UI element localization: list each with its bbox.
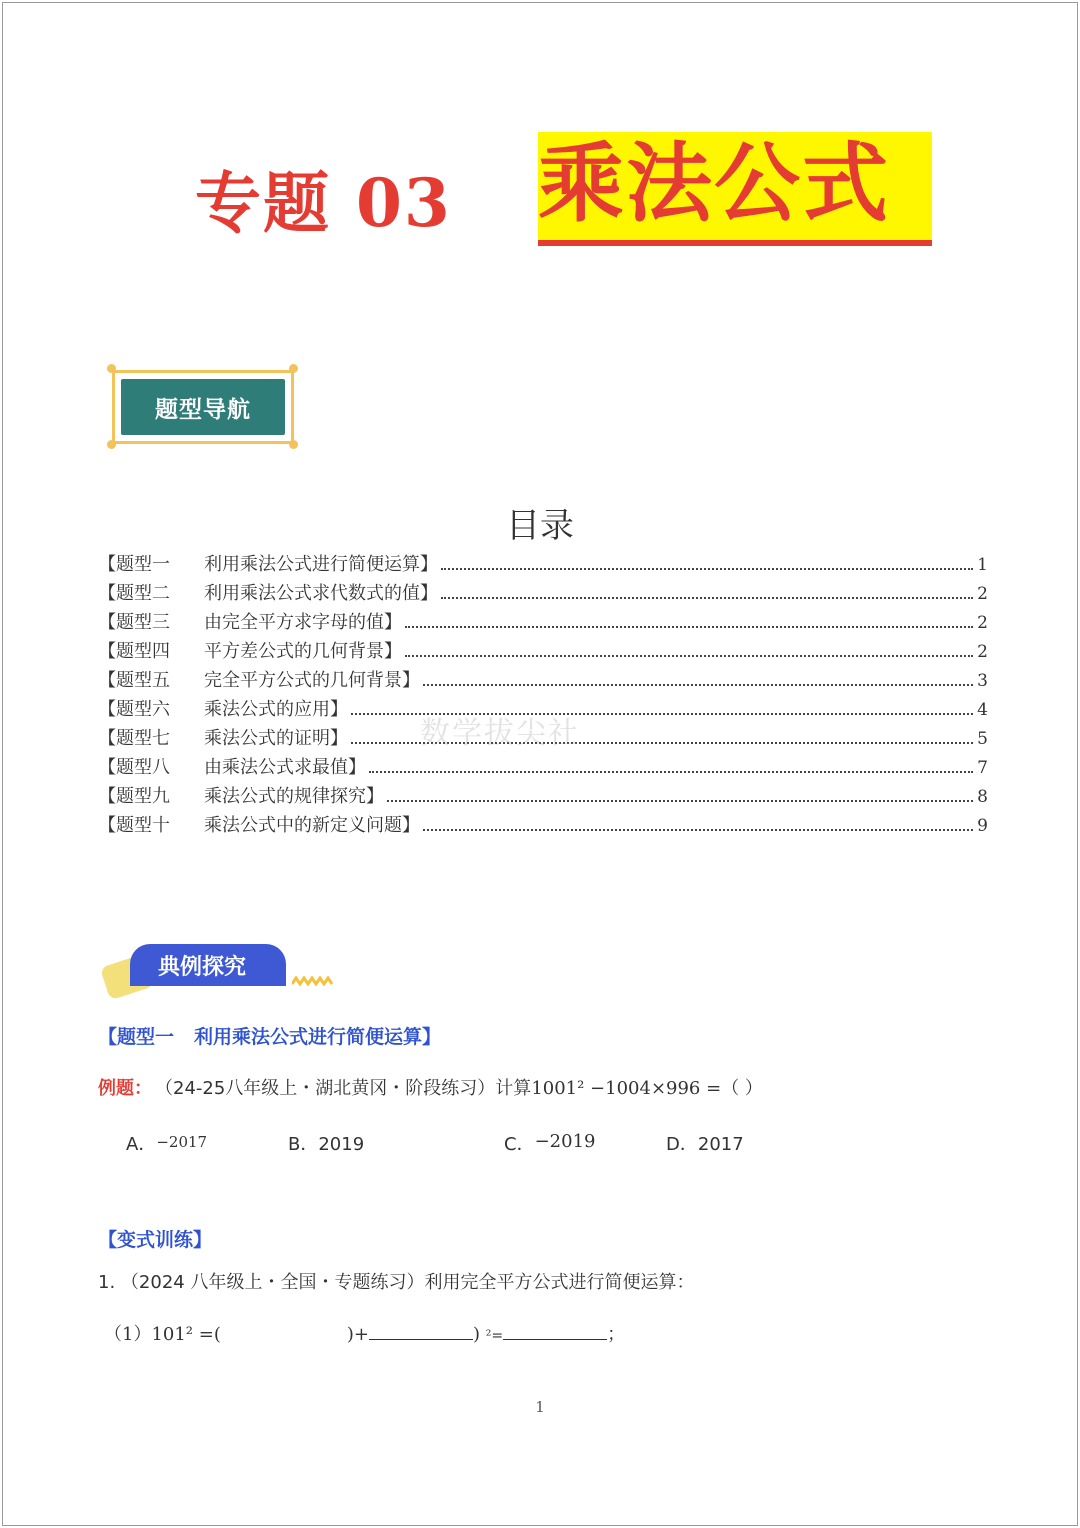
zigzag-decoration-icon [292, 976, 334, 986]
section-heading [98, 1022, 441, 1049]
choice-d [666, 1130, 744, 1156]
toc-leader [387, 786, 973, 802]
toc-title: 目录 [506, 506, 574, 546]
topic-number: 专题 03 [195, 164, 452, 242]
sub-question-1 [104, 1320, 625, 1346]
toc-item-title: 平方差公式的几何背景】 [204, 641, 402, 662]
toc-item-tag: 【题型二 [98, 583, 170, 604]
source-year: 2024 [138, 1272, 185, 1293]
choice-letter: A． [126, 1134, 157, 1155]
plus-sign: )+ [346, 1324, 369, 1345]
toc-leader [423, 815, 973, 831]
toc-item-title: 乘法公式的证明】 [204, 728, 348, 749]
paren-open: （ [120, 1272, 139, 1293]
section-title: 利用乘法公式进行简便运算】 [194, 1026, 442, 1048]
toc-leader [369, 757, 973, 773]
answer-blank[interactable] [369, 1321, 473, 1340]
badge-corner-dot [107, 440, 116, 449]
toc-item-page: 3 [977, 671, 988, 691]
toc-item-page: 2 [977, 642, 988, 662]
example-label: 例题： [98, 1078, 152, 1099]
toc-item-tag: 【题型八 [98, 757, 170, 778]
toc-item-page: 2 [977, 584, 988, 604]
source-year: 24-25 [173, 1078, 226, 1099]
toc-leader [405, 612, 973, 628]
table-of-contents [98, 550, 988, 840]
toc-leader [441, 583, 973, 599]
toc-item-tag: 【题型九 [98, 786, 170, 807]
toc-item-title: 由乘法公式求最值】 [204, 757, 366, 778]
semicolon: ； [607, 1324, 626, 1345]
toc-item-page: 1 [977, 555, 988, 575]
question-1 [98, 1268, 694, 1294]
choice-a [126, 1130, 207, 1156]
toc-item[interactable] [98, 637, 988, 666]
variant-heading: 【变式训练】 [98, 1229, 213, 1251]
toc-item-title: 乘法公式的应用】 [204, 699, 348, 720]
source-text: 八年级上・湖北黄冈・阶段练习）计算 [225, 1078, 532, 1099]
toc-leader [441, 554, 973, 570]
toc-item-page: 2 [977, 613, 988, 633]
toc-item-tag: 【题型七 [98, 728, 170, 749]
badge-corner-dot [289, 364, 298, 373]
example-expression: 1001² −1004×996 =（ ） [531, 1078, 763, 1099]
choice-letter: D． [666, 1134, 698, 1155]
toc-item-tag: 【题型四 [98, 641, 170, 662]
document-title: 乘法公式 [538, 133, 890, 234]
choice-letter: B． [288, 1134, 319, 1155]
toc-item-page: 7 [977, 758, 988, 778]
choice-value: −2017 [156, 1133, 208, 1151]
badge-corner-dot [289, 440, 298, 449]
choice-b [288, 1130, 364, 1156]
squared-equals: ²= [485, 1328, 504, 1344]
toc-item-page: 8 [977, 787, 988, 807]
toc-leader [423, 670, 973, 686]
toc-item-tag: 【题型三 [98, 612, 170, 633]
toc-item[interactable] [98, 811, 988, 840]
toc-item[interactable] [98, 579, 988, 608]
choice-letter: C． [504, 1134, 535, 1155]
toc-item-title: 乘法公式中的新定义问题】 [204, 815, 420, 836]
toc-item-title: 乘法公式的规律探究】 [204, 786, 384, 807]
toc-item-title: 利用乘法公式求代数式的值】 [204, 583, 438, 604]
choice-value: −2019 [534, 1131, 596, 1152]
nav-badge-label: 题型导航 [121, 379, 285, 435]
toc-item-title: 由完全平方求字母的值】 [204, 612, 402, 633]
choice-c [504, 1130, 595, 1156]
choice-value: 2017 [697, 1134, 744, 1155]
toc-item[interactable] [98, 550, 988, 579]
toc-item[interactable] [98, 608, 988, 637]
answer-blank[interactable] [503, 1321, 607, 1340]
toc-item[interactable] [98, 753, 988, 782]
toc-leader [405, 641, 973, 657]
sub-question-label: （1） [104, 1324, 152, 1345]
toc-item-tag: 【题型五 [98, 670, 170, 691]
toc-item[interactable] [98, 666, 988, 695]
badge-corner-dot [107, 364, 116, 373]
toc-item-page: 4 [977, 700, 988, 720]
toc-item[interactable] [98, 782, 988, 811]
paren-open: （ [164, 1078, 173, 1099]
question-number: 1. [98, 1272, 116, 1293]
toc-item-tag: 【题型一 [98, 554, 170, 575]
toc-item-title: 利用乘法公式进行简便运算】 [204, 554, 438, 575]
toc-item-page: 5 [977, 729, 988, 749]
watermark: 数学拔尖社 [420, 716, 580, 751]
section-tag: 【题型一 [98, 1026, 175, 1048]
toc-item-tag: 【题型十 [98, 815, 170, 836]
paren-close: ) [472, 1324, 480, 1345]
example-question [98, 1074, 763, 1100]
section-nav-badge [112, 370, 294, 444]
toc-item-tag: 【题型六 [98, 699, 170, 720]
title-highlight-box [538, 132, 932, 246]
toc-item-title: 完全平方公式的几何背景】 [204, 670, 420, 691]
question-text: 八年级上・全国・专题练习）利用完全平方公式进行简便运算： [190, 1272, 695, 1293]
example-section-badge: 典例探究 [130, 944, 286, 986]
page-number: 1 [535, 1398, 545, 1416]
sub-question-expression: 101² =( [151, 1324, 221, 1345]
toc-item-page: 9 [977, 816, 988, 836]
choice-value: 2019 [318, 1134, 365, 1155]
